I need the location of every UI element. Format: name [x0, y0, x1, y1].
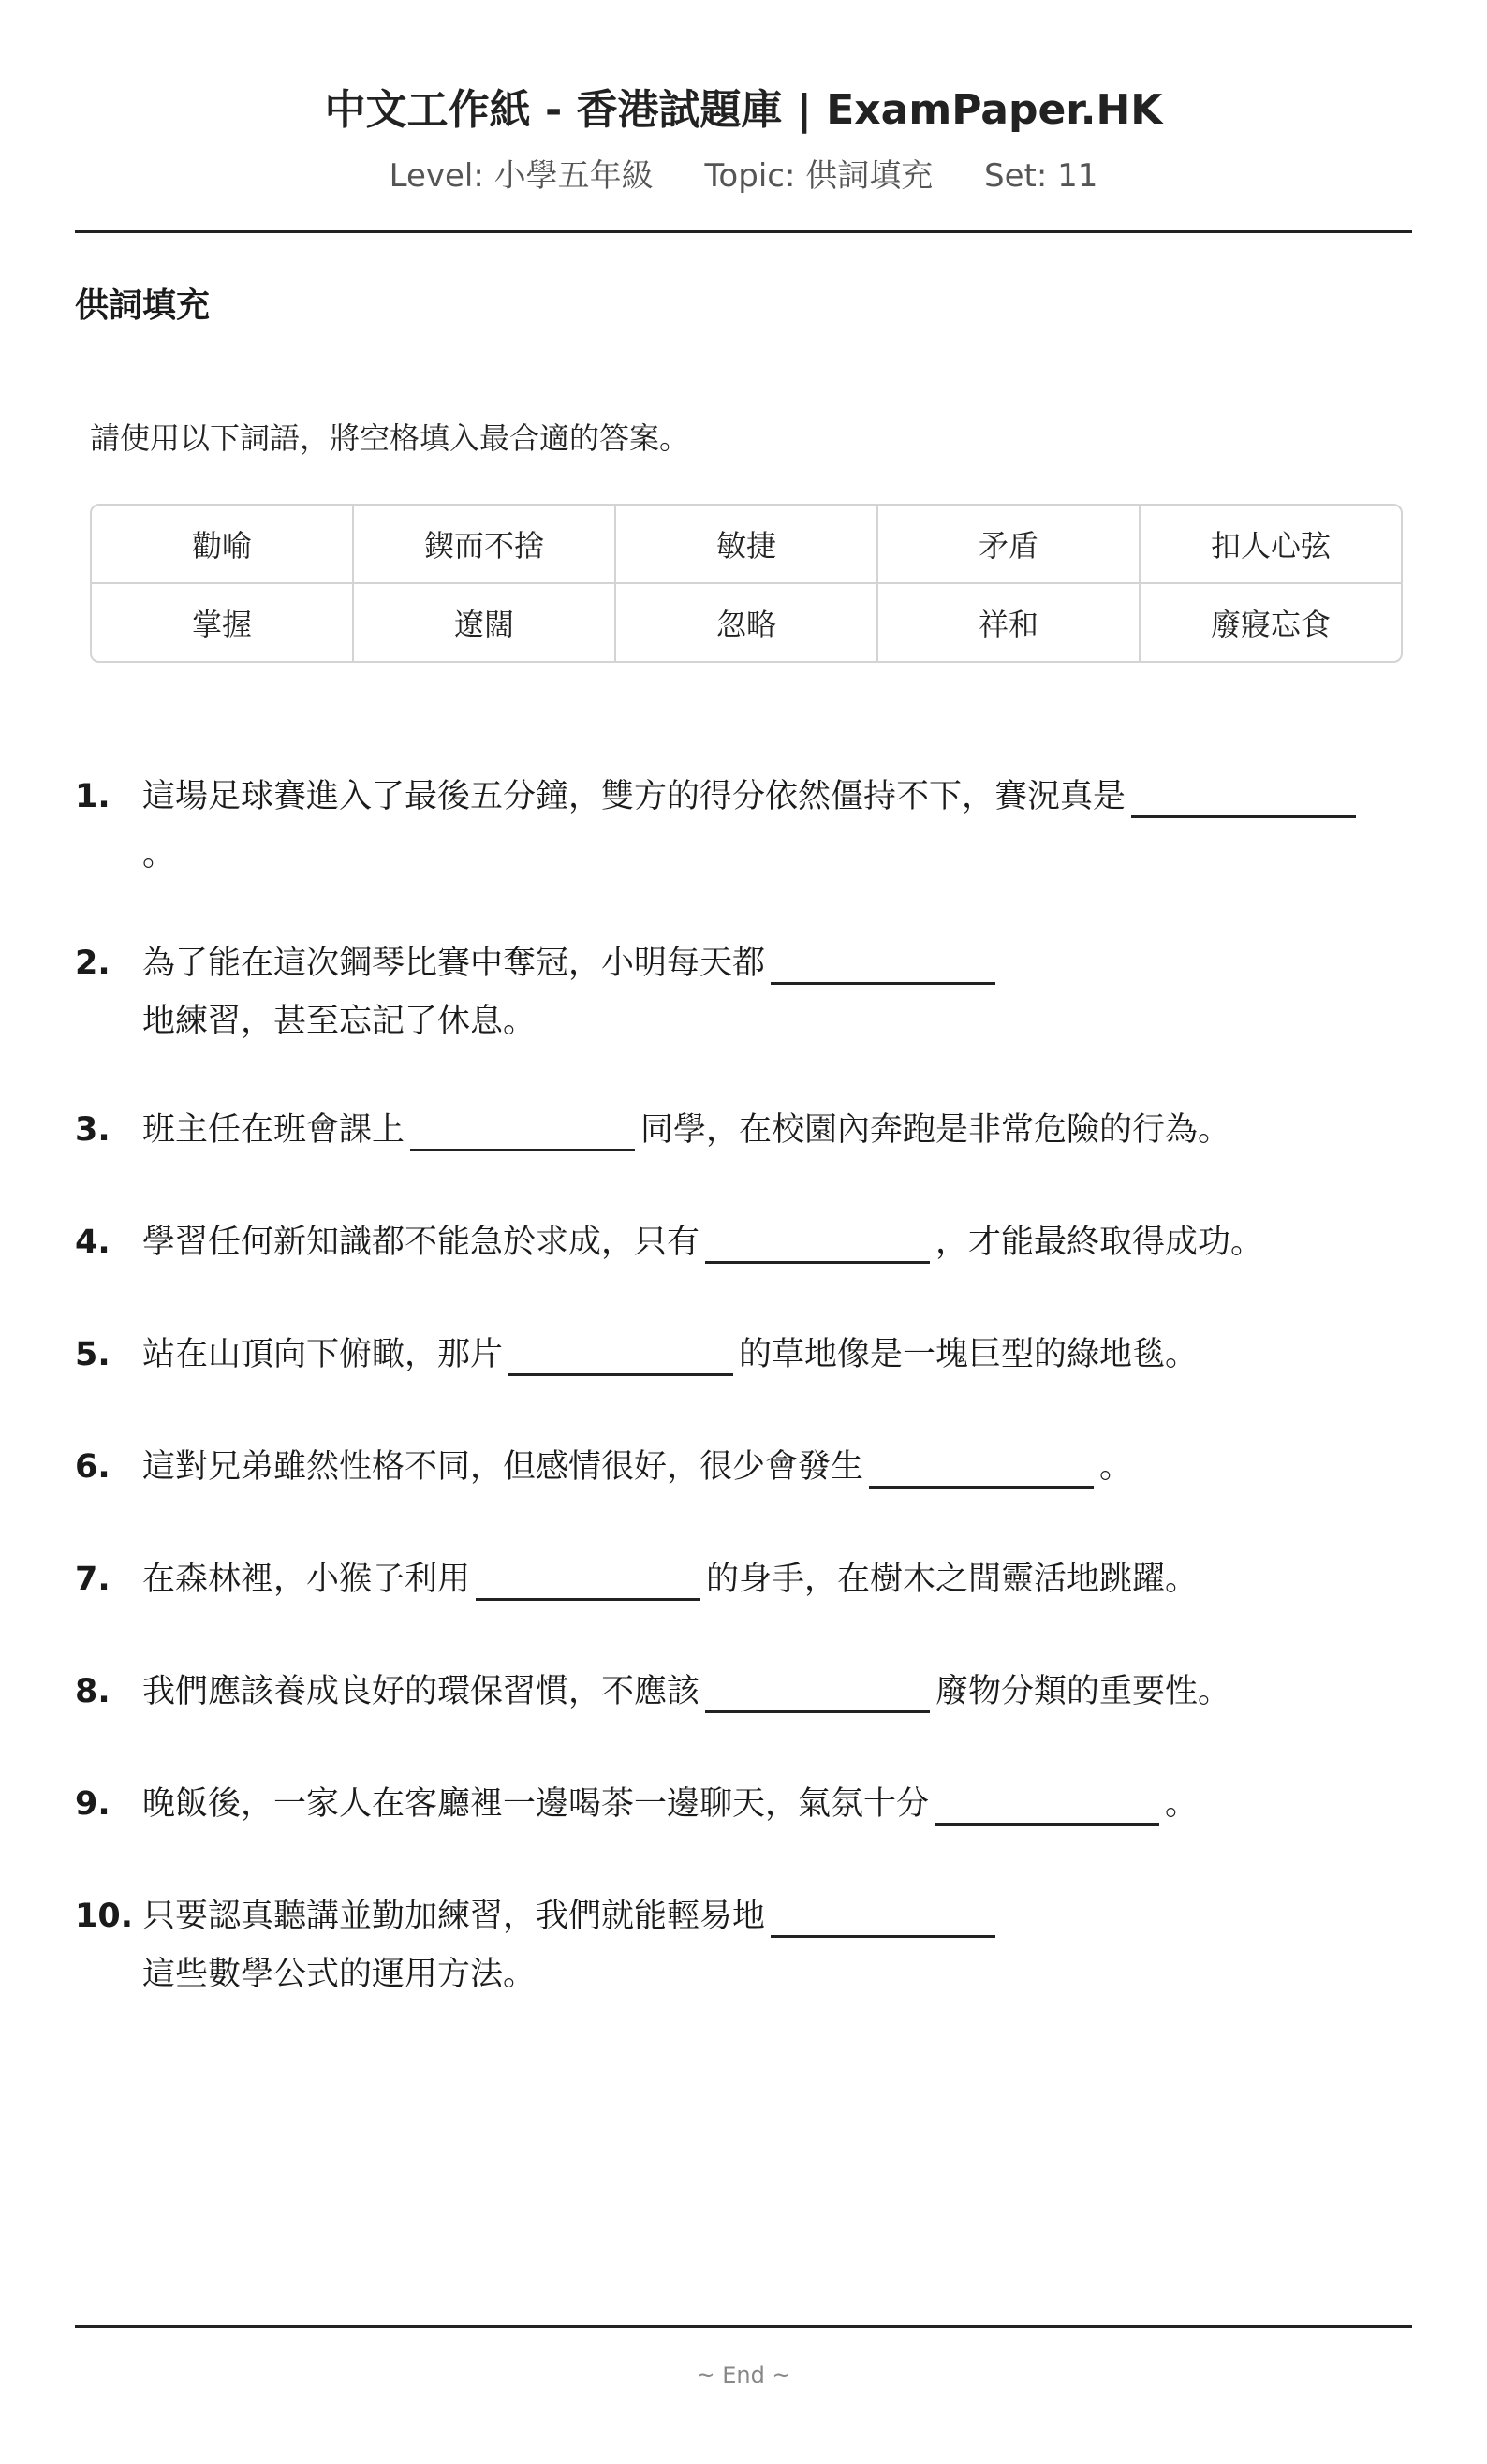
footer-end-label: ~ End ~: [696, 2362, 791, 2388]
word-bank-cell: 敏捷: [614, 506, 876, 582]
question-text-before: 班主任在班會課上: [142, 1111, 405, 1149]
question-text-after: 的身手，在樹木之間靈活地跳躍。: [706, 1561, 1199, 1598]
question-text-before: 這場足球賽進入了最後五分鐘，雙方的得分依然僵持不下，賽況真是: [142, 778, 1126, 815]
answer-blank[interactable]: [705, 1229, 930, 1264]
question-text-after: ，才能最終取得成功。: [935, 1224, 1264, 1261]
question-number: 7.: [75, 1561, 110, 1598]
question-text: [142, 1663, 1412, 1721]
worksheet-header: [75, 82, 1412, 197]
question-number: 9.: [75, 1785, 110, 1823]
question-number: 2.: [75, 945, 110, 982]
topic-label: Topic: 供詞填充: [704, 157, 934, 195]
question-text-before: 學習任何新知識都不能急於求成，只有: [142, 1224, 700, 1261]
question-text-after: 的草地像是一塊巨型的綠地毯。: [739, 1336, 1199, 1373]
answer-blank[interactable]: [935, 1791, 1159, 1826]
header-divider: [75, 230, 1412, 233]
question-number: 3.: [75, 1111, 110, 1149]
question-number: 8.: [75, 1673, 110, 1710]
word-bank-row: [92, 582, 1401, 661]
answer-blank[interactable]: [508, 1342, 733, 1376]
question-text: [142, 768, 1412, 884]
question-text: [142, 1887, 1412, 2003]
word-bank-cell: 鍥而不捨: [352, 506, 614, 582]
answer-blank[interactable]: [410, 1117, 635, 1151]
word-bank-cell: 勸喻: [191, 528, 252, 564]
question-text: [142, 934, 1412, 1050]
answer-blank[interactable]: [476, 1566, 700, 1601]
question-text-before: 我們應該養成良好的環保習慣，不應該: [142, 1673, 700, 1710]
question-text-continued: 。: [142, 836, 176, 873]
question-text-before: 站在山頂向下俯瞰，那片: [142, 1336, 504, 1373]
set-label: Set: 11: [984, 157, 1098, 195]
footer-divider: [75, 2325, 1412, 2328]
question-text-before: 這對兄弟雖然性格不同，但感情很好，很少會發生: [142, 1448, 864, 1486]
question-text-before: 只要認真聽講並勤加練習，我們就能輕易地: [142, 1898, 766, 1935]
word-bank-cell: 遼闊: [352, 584, 614, 661]
answer-blank[interactable]: [771, 950, 995, 985]
question-number: 10.: [75, 1898, 134, 1935]
word-bank-cell: 祥和: [876, 584, 1139, 661]
worksheet-meta: [75, 155, 1412, 197]
word-bank-cell: 扣人心弦: [1139, 506, 1401, 582]
question-text-after: 。: [1165, 1785, 1199, 1823]
word-bank-cell: 掌握: [191, 607, 252, 642]
word-bank-table: [90, 504, 1403, 663]
question-text-continued: 這些數學公式的運用方法。: [142, 1956, 537, 1993]
question-text: [142, 1101, 1412, 1159]
answer-blank[interactable]: [869, 1454, 1094, 1489]
question-text-after: 。: [1099, 1448, 1133, 1486]
answer-blank[interactable]: [1131, 784, 1356, 818]
instruction-text: 請使用以下詞語，將空格填入最合適的答案。: [90, 420, 690, 456]
answer-blank[interactable]: [771, 1903, 995, 1938]
word-bank-cell: 矛盾: [876, 506, 1139, 582]
question-text: [142, 1775, 1412, 1833]
question-text-after: 廢物分類的重要性。: [935, 1673, 1231, 1710]
question-text-after: 同學，在校園內奔跑是非常危險的行為。: [640, 1111, 1231, 1149]
section-title: 供詞填充: [75, 286, 211, 325]
question-number: 6.: [75, 1448, 110, 1486]
word-bank-cell: 廢寢忘食: [1139, 584, 1401, 661]
word-bank-row: [92, 506, 1401, 582]
word-bank-cell: 忽略: [614, 584, 876, 661]
question-text: [142, 1438, 1412, 1496]
level-label: Level: 小學五年級: [389, 157, 654, 195]
question-text: [142, 1550, 1412, 1608]
question-text-before: 為了能在這次鋼琴比賽中奪冠，小明每天都: [142, 945, 766, 982]
question-text-before: 晚飯後，一家人在客廳裡一邊喝茶一邊聊天，氣氛十分: [142, 1785, 930, 1823]
question-number: 4.: [75, 1224, 110, 1261]
question-text-before: 在森林裡，小猴子利用: [142, 1561, 471, 1598]
page-title: 中文工作紙 - 香港試題庫 | ExamPaper.HK: [324, 86, 1163, 134]
worksheet-page: [75, 0, 1412, 2464]
question-text: [142, 1213, 1412, 1271]
question-text-continued: 地練習，甚至忘記了休息。: [142, 1003, 537, 1040]
question-number: 1.: [75, 778, 110, 815]
question-number: 5.: [75, 1336, 110, 1373]
answer-blank[interactable]: [705, 1679, 930, 1713]
question-text: [142, 1326, 1412, 1384]
